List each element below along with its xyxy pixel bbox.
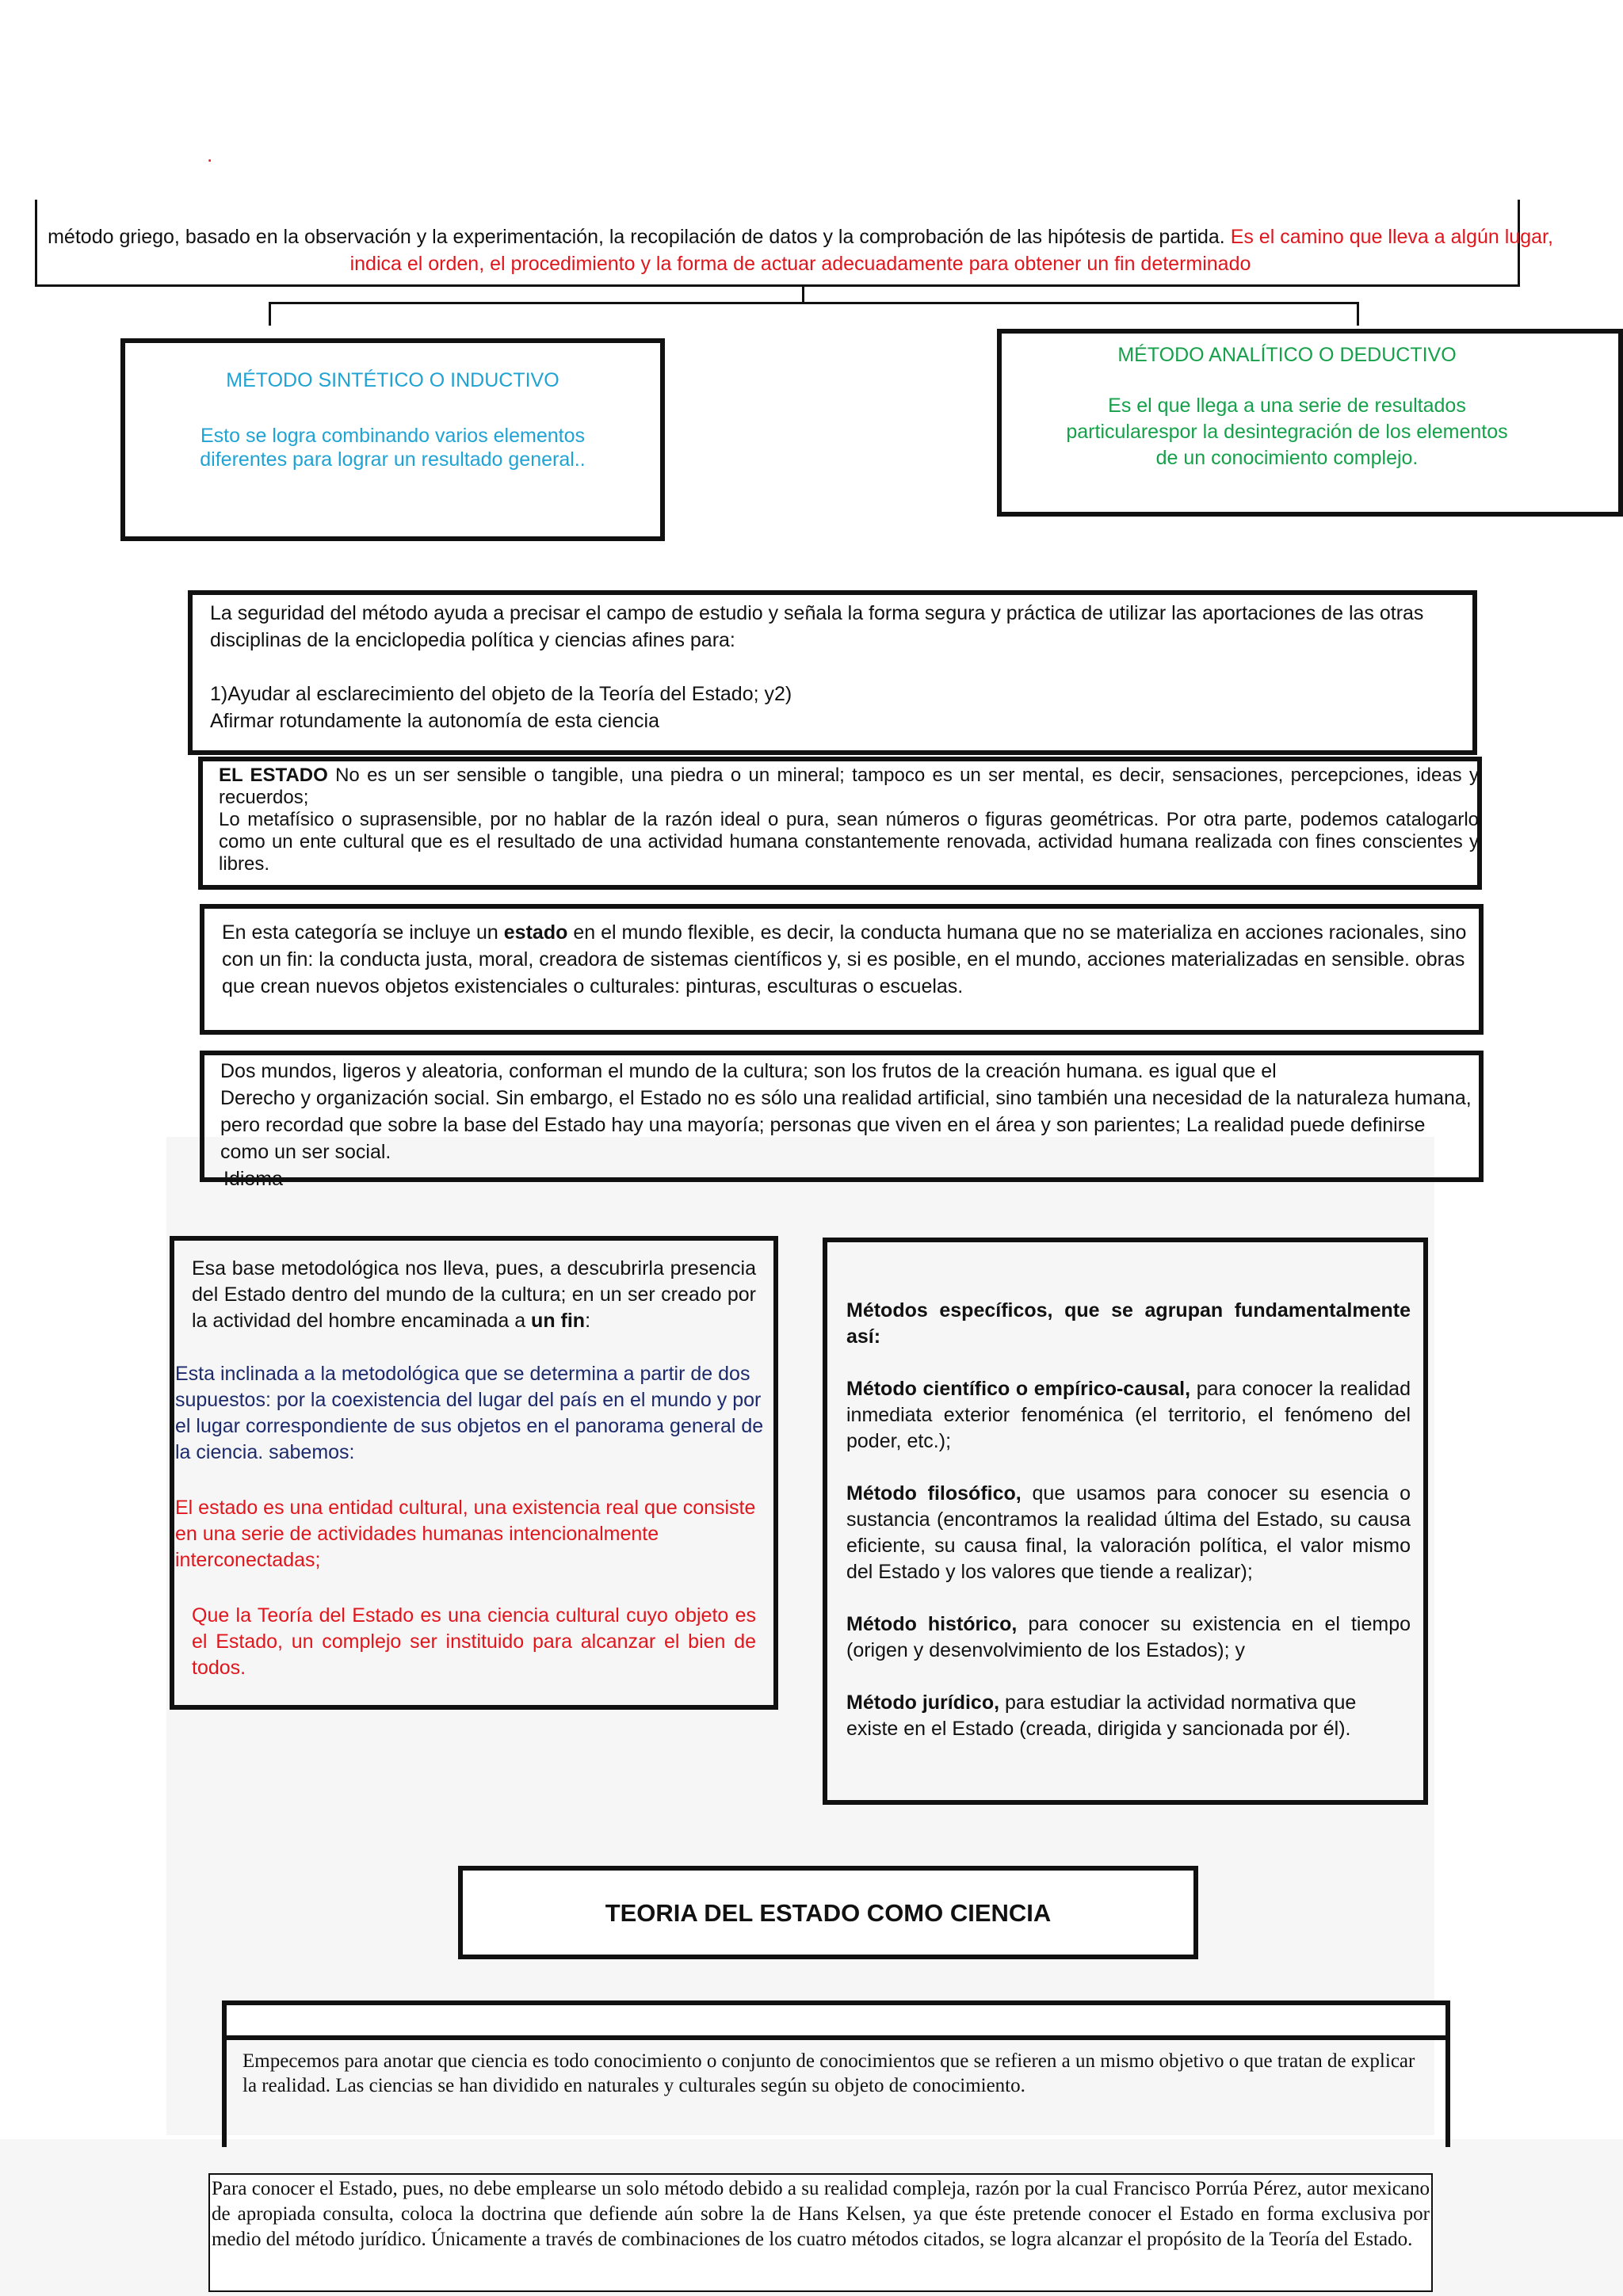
metodo-cientifico bbox=[846, 1376, 1411, 1455]
top-box-text bbox=[40, 223, 1561, 250]
connector-left-drop bbox=[269, 302, 271, 326]
top-box-bottom-border bbox=[35, 284, 1520, 287]
metodo-filosofico bbox=[846, 1481, 1411, 1585]
seguridad-point-2: Afirmar rotundamente la autonomía de esta ciencia bbox=[210, 710, 659, 732]
estado-box bbox=[198, 757, 1482, 890]
estado-text-1: No es un ser sensible o tangible, una piedra o un mineral; tampoco es un ser mental, es decir, sensaciones, percepciones, ideas y recuerdos; bbox=[219, 765, 1479, 808]
left-column-intro-end: : bbox=[585, 1310, 591, 1332]
section-title: TEORIA DEL ESTADO COMO CIENCIA bbox=[605, 1899, 1052, 1927]
header-tiny-text bbox=[792, 2, 840, 10]
sintetico-box bbox=[120, 338, 665, 541]
sintetico-title: MÉTODO SINTÉTICO O INDUCTIVO bbox=[226, 369, 559, 391]
seguridad-box bbox=[188, 590, 1477, 755]
metodo-historico-label: Método histórico, bbox=[846, 1613, 1018, 1635]
top-box-left-border bbox=[35, 200, 37, 287]
seguridad-intro: La seguridad del método ayuda a precisar el campo de estudio y señala la forma segura y práctica de utilizar las aportaciones de las otras disciplinas de la enciclopedia política y ciencias afines para: bbox=[210, 602, 1424, 651]
metodo-juridico-text: para estudiar la actividad normativa que existe en el Estado (creada, dirigida y sancionada por él). bbox=[846, 1691, 1357, 1740]
conocer-text: Para conocer el Estado, pues, no debe emplearse un solo método debido a su realidad compleja, razón por la cual Francisco Porrúa Pérez, autor mexicano de apropiada consulta, coloca la doctrina que defiende aún sobre la de Hans Kelsen, ya que éste pretende conocer el Estado en forma exclusiva por medio del método jurídico. Únicamente a través de combinaciones de los cuatro métodos citados, se logra alcanzar el propósito de la Teoría del Estado. bbox=[208, 2173, 1433, 2292]
left-column-red-text-2: Que la Teoría del Estado es una ciencia cultural cuyo objeto es el Estado, un complejo ser instituido para alcanzar el bien de todos. bbox=[192, 1604, 756, 1679]
sintetico-line-2: diferentes para lograr un resultado general.. bbox=[200, 448, 586, 471]
metodo-historico-text: para conocer su existencia en el tiempo (origen y desenvolvimiento de los Estados); y bbox=[846, 1613, 1411, 1661]
estado-text-2: Lo metafísico o suprasensible, por no hablar de la razón ideal o pura, sean números o figuras geométricas. Por otra parte, podemos catalogarlo como un ente cultural que es el resultado de una actividad humana constantemente renovada, actividad humana realizada con fines conscientes y libres. bbox=[219, 809, 1479, 875]
left-column-navy-text: Esta inclinada a la metodológica que se determina a partir de dos supuestos: por la coexistencia del lugar del país en el mundo y por el lugar correspondiente de sus objetos en el panorama general de la ciencia. sabemos: bbox=[175, 1363, 764, 1463]
left-column-intro-text: Esa base metodológica nos lleva, pues, a descubrirla presencia del Estado dentro del mundo de la cultura; en un ser creado por la actividad del hombre encaminada a bbox=[192, 1257, 756, 1332]
connector-stem bbox=[802, 287, 804, 303]
metodo-filosofico-label: Método filosófico, bbox=[846, 1482, 1022, 1505]
metodo-filosofico-text: que usamos para conocer su esencia o sustancia (encontramos la realidad última del Estado, su causa eficiente, su causa final, la valoración política, el valor mismo del Estado y los valores que tiende a realizar); bbox=[846, 1482, 1411, 1583]
left-column-intro-bold: un fin bbox=[531, 1310, 586, 1332]
metodo-cientifico-label: Método científico o empírico-causal, bbox=[846, 1378, 1191, 1400]
estado-label: EL ESTADO bbox=[219, 765, 328, 786]
metodo-cientifico-text: para conocer la realidad inmediata exterior fenoménica (el territorio, el fenómeno del poder, etc.); bbox=[846, 1378, 1411, 1452]
categoria-bold-word: estado bbox=[503, 921, 568, 944]
metodo-juridico bbox=[846, 1690, 1411, 1742]
analitico-line-3: de un conocimiento complejo. bbox=[1155, 447, 1419, 469]
seguridad-point-1: 1)Ayudar al esclarecimiento del objeto de la Teoría del Estado; y2) bbox=[210, 683, 792, 705]
metodo-juridico-label: Método jurídico, bbox=[846, 1691, 1000, 1714]
categoria-box bbox=[200, 904, 1484, 1035]
categoria-text-post: en el mundo flexible, es decir, la conducta humana que no se materializa en acciones racionales, sino con un fin: la conducta justa, moral, creadora de sistemas científicos y, si es posible, en el mundo, acciones materializadas en sensible. obras que crean nuevos objetos existenciales o culturales: pinturas, esculturas o escuelas. bbox=[222, 921, 1467, 997]
categoria-text bbox=[222, 919, 1470, 1000]
analitico-line-2: particularespor la desintegración de los elementos bbox=[1066, 421, 1508, 443]
ciencia-right-border bbox=[1445, 2036, 1450, 2147]
title-box bbox=[458, 1866, 1198, 1959]
categoria-text-pre: En esta categoría se incluye un bbox=[222, 921, 504, 944]
dos-mundos-idioma: Idioma bbox=[223, 1168, 284, 1190]
analitico-title: MÉTODO ANALÍTICO O DEDUCTIVO bbox=[1117, 344, 1457, 366]
top-box-black-text: método griego, basado en la observación y la experimentación, la recopilación de datos y la comprobación de las hipótesis de partida. bbox=[48, 226, 1225, 248]
ciencia-left-border bbox=[222, 2036, 227, 2147]
left-column-intro bbox=[192, 1256, 756, 1334]
left-column-red-text-1: El estado es una entidad cultural, una existencia real que consiste en una serie de actividades humanas intencionalmente interconectadas; bbox=[175, 1497, 756, 1571]
top-box-red-text-2: indica el orden, el procedimiento y la forma de actuar adecuadamente para obtener un fin determinado bbox=[349, 253, 1251, 275]
analitico-box bbox=[997, 329, 1623, 517]
metodo-historico bbox=[846, 1611, 1411, 1664]
ciencia-text: Empecemos para anotar que ciencia es todo conocimiento o conjunto de conocimientos que se refieren a un mismo objetivo o que tratan de explicar la realidad. Las ciencias se han dividido en naturales y culturales según su objeto de conocimiento. bbox=[242, 2050, 1415, 2096]
connector-horizontal bbox=[269, 302, 1359, 304]
dos-mundos-line-1: Dos mundos, ligeros y aleatoria, conforman el mundo de la cultura; son los frutos de la creación humana. es igual que el bbox=[220, 1060, 1277, 1082]
top-box-red-text-1: Es el camino que lleva a algún lugar, bbox=[1230, 226, 1553, 248]
analitico-line-1: Es el que llega a una serie de resultados bbox=[1108, 395, 1466, 417]
ciencia-header-bar bbox=[222, 2000, 1450, 2040]
dos-mundos-box bbox=[200, 1051, 1484, 1190]
connector-right-drop bbox=[1357, 302, 1359, 326]
dos-mundos-text: Derecho y organización social. Sin embargo, el Estado no es sólo una realidad artificial, sino también una necesidad de la naturaleza humana, pero recordad que sobre la base del Estado hay una mayoría; personas que viven en el área y son parientes; La realidad puede definirse como un ser social. bbox=[220, 1087, 1472, 1163]
metodos-box bbox=[823, 1238, 1428, 1805]
header-dot: . bbox=[207, 143, 213, 166]
sintetico-line-1: Esto se logra combinando varios elementos bbox=[200, 425, 585, 447]
metodos-heading: Métodos específicos, que se agrupan fundamentalmente así: bbox=[846, 1299, 1411, 1348]
